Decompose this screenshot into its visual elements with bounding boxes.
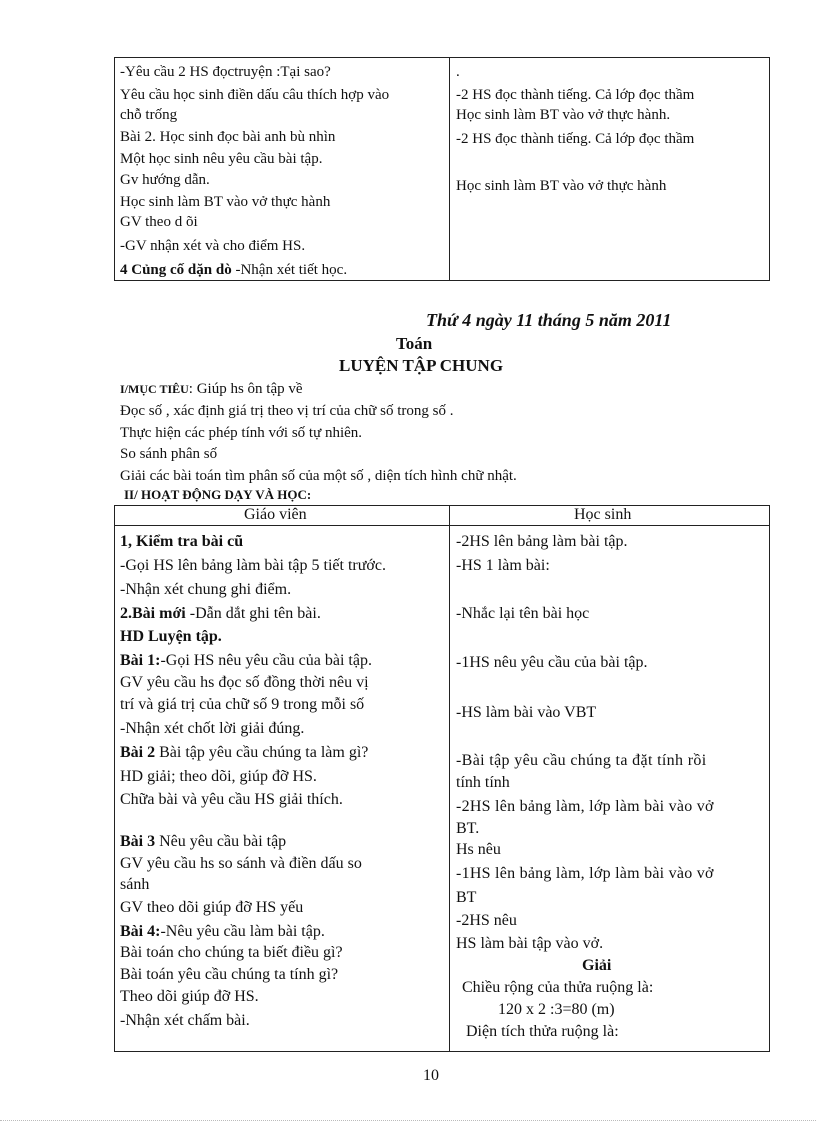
student-line: Hs nêu xyxy=(456,841,501,858)
student-line: HS làm bài tập vào vở. xyxy=(456,935,604,952)
t1-right-line: . xyxy=(456,64,460,80)
exercise-1-label: Bài 1: xyxy=(120,652,161,669)
t1-right-line: Học sinh làm BT vào vở thực hành. xyxy=(456,107,671,123)
exercise-2-label: Bài 2 xyxy=(120,744,156,761)
teacher-line: trí và giá trị của chữ số 9 trong mỗi số xyxy=(120,696,365,713)
new-lesson-text: -Dẫn dắt ghi tên bài. xyxy=(185,605,321,622)
table-1-divider xyxy=(449,57,450,281)
teacher-line xyxy=(120,922,325,942)
header-teacher: Giáo viên xyxy=(244,506,307,523)
objective-item: Thực hiện các phép tính với số tự nhiên. xyxy=(120,425,363,441)
t1-right-line: -2 HS đọc thành tiếng. Cả lớp đọc thầm xyxy=(456,131,695,147)
exercise-3-text: Nêu yêu cầu bài tập xyxy=(155,833,287,850)
objectives-heading-line xyxy=(120,380,303,399)
solution-line: 120 x 2 :3=80 (m) xyxy=(498,1001,615,1018)
student-line: -2HS lên bảng làm, lớp làm bài vào vở xyxy=(456,798,714,815)
student-line: -1HS lên bảng làm, lớp làm bài vào vở xyxy=(456,865,714,882)
t1-right-line: Học sinh làm BT vào vở thực hành xyxy=(456,178,667,194)
teacher-line: GV theo dõi giúp đỡ HS yếu xyxy=(120,899,304,916)
teacher-line: -Nhận xét chốt lời giải đúng. xyxy=(120,720,305,737)
teacher-line xyxy=(120,604,321,624)
solution-heading: Giải xyxy=(582,957,612,974)
teacher-line: GV yêu cầu hs đọc số đồng thời nêu vị xyxy=(120,674,369,691)
teacher-subheading: HD Luyện tập. xyxy=(120,628,222,645)
t1-left-line: Gv hướng dẫn. xyxy=(120,172,210,188)
consolidation-heading: 4 Củng cố dặn dò xyxy=(120,262,232,278)
table-2-divider xyxy=(449,505,450,1052)
student-line: -HS làm bài vào VBT xyxy=(456,704,597,721)
t1-left-line: chỗ trống xyxy=(120,107,178,123)
teacher-line: -Gọi HS lên bảng làm bài tập 5 tiết trước. xyxy=(120,557,386,574)
student-line: BT xyxy=(456,889,477,906)
student-line: -Bài tập yêu cầu chúng ta đặt tính rồi xyxy=(456,752,707,769)
student-line: BT. xyxy=(456,820,480,837)
solution-line: Chiều rộng của thửa ruộng là: xyxy=(462,979,654,996)
subject-title: Toán xyxy=(396,334,433,353)
teacher-line: Bài toán cho chúng ta biết điều gì? xyxy=(120,944,343,961)
activities-heading: II/ HOẠT ĐỘNG DẠY VÀ HỌC: xyxy=(124,487,312,502)
t1-left-line: GV theo d õi xyxy=(120,214,198,230)
teacher-line xyxy=(120,832,286,852)
teacher-line: sánh xyxy=(120,876,150,893)
student-line: -2HS lên bảng làm bài tập. xyxy=(456,533,628,550)
student-line: -1HS nêu yêu cầu của bài tập. xyxy=(456,654,648,671)
t1-left-line: Học sinh làm BT vào vở thực hành xyxy=(120,194,331,210)
header-student: Học sinh xyxy=(574,506,632,523)
table-2-header-line xyxy=(114,525,770,526)
student-line: -2HS nêu xyxy=(456,912,517,929)
objectives-heading: I/MỤC TIÊU xyxy=(120,382,189,396)
t1-left-line: Bài 2. Học sinh đọc bài anh bù nhìn xyxy=(120,129,336,145)
teacher-line: Chữa bài và yêu cầu HS giải thích. xyxy=(120,791,343,808)
exercise-1-text: -Gọi HS nêu yêu cầu của bài tập. xyxy=(160,652,372,669)
teacher-line: -Nhận xét chung ghi điểm. xyxy=(120,581,292,598)
date-line: Thứ 4 ngày 11 tháng 5 năm 2011 xyxy=(426,310,672,330)
objective-item: Đọc số , xác định giá trị theo vị trí của chữ số trong số . xyxy=(120,403,454,419)
teacher-line: GV yêu cầu hs so sánh và điền dấu so xyxy=(120,855,362,872)
solution-line: Diện tích thửa ruộng là: xyxy=(466,1023,619,1040)
teacher-line xyxy=(120,651,372,671)
lesson-title: LUYỆN TẬP CHUNG xyxy=(339,356,504,375)
t1-right-line: -2 HS đọc thành tiếng. Cả lớp đọc thầm xyxy=(456,87,695,103)
t1-left-line: Một học sinh nêu yêu cầu bài tập. xyxy=(120,151,323,167)
t1-left-line: Yêu cầu học sinh điền dấu câu thích hợp vào xyxy=(120,87,390,103)
teacher-line: -Nhận xét chấm bài. xyxy=(120,1012,250,1029)
page-number: 10 xyxy=(423,1067,439,1084)
exercise-2-text: Bài tập yêu cầu chúng ta làm gì? xyxy=(155,744,369,761)
teacher-section-title: 1, Kiểm tra bài cũ xyxy=(120,533,244,550)
objective-item: Giải các bài toán tìm phân số của một số , diện tích hình chữ nhật. xyxy=(120,468,517,484)
objectives-intro: : Giúp hs ôn tập về xyxy=(188,381,303,397)
teacher-line xyxy=(120,743,368,763)
student-line: -HS 1 làm bài: xyxy=(456,557,550,574)
t1-left-line: -GV nhận xét và cho điểm HS. xyxy=(120,238,306,254)
exercise-4-label: Bài 4: xyxy=(120,923,161,940)
t1-left-last-line xyxy=(120,261,347,280)
exercise-4-text: -Nêu yêu cầu làm bài tập. xyxy=(160,923,325,940)
teacher-line: Bài toán yêu cầu chúng ta tính gì? xyxy=(120,966,339,983)
teacher-line: HD giải; theo dõi, giúp đỡ HS. xyxy=(120,768,317,785)
objective-item: So sánh phân số xyxy=(120,446,218,462)
page-edge-divider xyxy=(0,1120,816,1122)
teacher-line: Theo dõi giúp đỡ HS. xyxy=(120,988,259,1005)
consolidation-text: -Nhận xét tiết học. xyxy=(231,262,348,278)
exercise-3-label: Bài 3 xyxy=(120,833,156,850)
t1-left-line: -Yêu cầu 2 HS đọctruyện :Tại sao? xyxy=(120,64,331,80)
student-line: -Nhắc lại tên bài học xyxy=(456,605,590,622)
student-line: tính tính xyxy=(456,774,510,791)
new-lesson-heading: 2.Bài mới xyxy=(120,605,186,622)
